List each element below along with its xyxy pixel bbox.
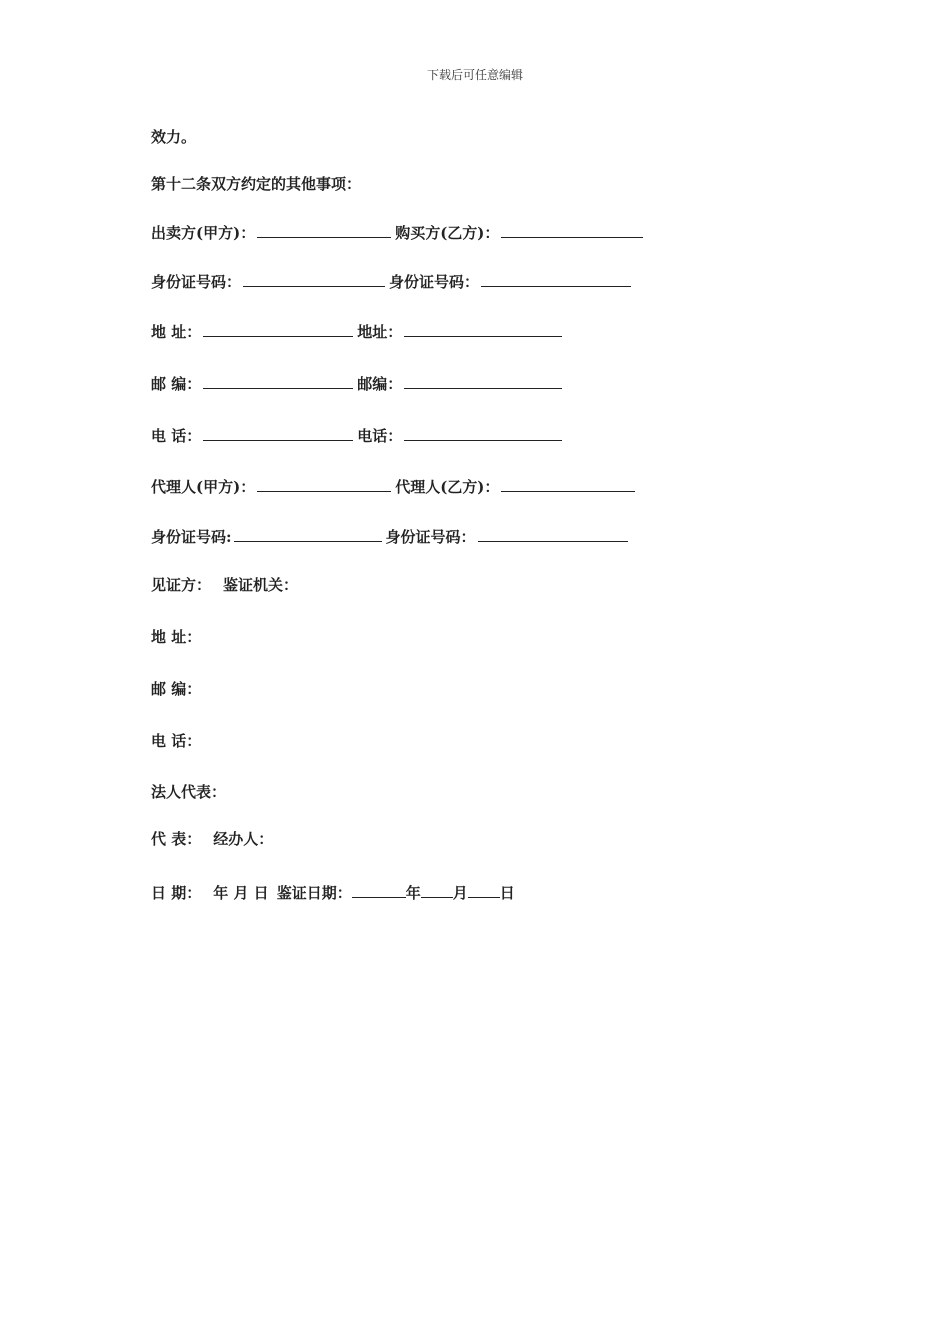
buyer-address-blank[interactable]	[404, 320, 562, 337]
legal-rep-row	[151, 782, 226, 802]
seller-address-blank[interactable]	[203, 320, 353, 337]
buyer-postcode-blank[interactable]	[404, 372, 562, 389]
agent-row	[151, 475, 639, 497]
seller-label: 出卖方(甲方)：	[151, 224, 256, 242]
buyer-agent-id-blank[interactable]	[478, 525, 628, 542]
rep-row	[151, 829, 273, 849]
seller-phone-label: 电 话：	[151, 427, 202, 445]
seller-address-label: 地 址：	[151, 323, 202, 341]
date-label: 日 期：	[151, 884, 202, 902]
witness-postcode-label: 邮 编：	[151, 680, 202, 698]
buyer-label: 购买方(乙方)：	[395, 224, 500, 242]
buyer-address-label: 地址：	[357, 323, 403, 341]
seller-agent-id-label: 身份证号码:	[151, 528, 232, 546]
buyer-agent-blank[interactable]	[501, 475, 635, 492]
buyer-phone-label: 电话：	[357, 427, 403, 445]
seller-agent-label: 代理人(甲方)：	[151, 478, 256, 496]
seller-postcode-label: 邮 编：	[151, 375, 202, 393]
seller-agent-id-blank[interactable]	[234, 525, 382, 542]
id-row-2	[151, 525, 632, 547]
notary-year-blank[interactable]	[352, 881, 406, 898]
seller-agent-blank[interactable]	[257, 475, 391, 492]
phone-row-2	[151, 731, 201, 751]
notary-month-blank[interactable]	[421, 881, 453, 898]
buyer-agent-label: 代理人(乙方)：	[395, 478, 500, 496]
witness-row	[151, 575, 298, 595]
seller-phone-blank[interactable]	[203, 424, 353, 441]
year-label: 年	[405, 884, 421, 902]
date-ymd-label: 年 月 日	[213, 884, 269, 902]
article-12-title	[151, 174, 361, 194]
rep-label: 代 表：	[151, 830, 202, 848]
witness-phone-label: 电 话：	[151, 732, 202, 750]
buyer-postcode-label: 邮编：	[357, 375, 403, 393]
effect-line	[151, 127, 196, 147]
buyer-phone-blank[interactable]	[404, 424, 562, 441]
page-header: 下载后可任意编辑	[426, 68, 523, 82]
notary-date-label: 鉴证日期：	[276, 884, 352, 902]
seller-blank[interactable]	[257, 221, 391, 238]
legal-rep-label: 法人代表：	[151, 783, 227, 801]
buyer-blank[interactable]	[501, 221, 643, 238]
address-row-2	[151, 627, 201, 647]
seller-id-label: 身份证号码：	[151, 273, 242, 291]
seller-id-blank[interactable]	[243, 270, 385, 287]
postcode-row-2	[151, 679, 201, 699]
seller-postcode-blank[interactable]	[203, 372, 353, 389]
phone-row-1	[151, 424, 566, 446]
buyer-id-label: 身份证号码：	[389, 273, 480, 291]
buyer-agent-id-label: 身份证号码：	[385, 528, 476, 546]
buyer-id-blank[interactable]	[481, 270, 631, 287]
handler-label: 经办人：	[213, 830, 274, 848]
party-row	[151, 221, 647, 243]
postcode-row-1	[151, 372, 566, 394]
notary-office-label: 鉴证机关：	[223, 576, 299, 594]
month-label: 月	[452, 884, 468, 902]
article-12-text: 第十二条双方约定的其他事项：	[151, 175, 362, 193]
witness-label: 见证方：	[151, 576, 212, 594]
address-row-1	[151, 320, 566, 342]
witness-address-label: 地 址：	[151, 628, 202, 646]
id-row-1	[151, 270, 635, 292]
effect-text: 效力。	[151, 128, 197, 146]
date-row	[151, 881, 515, 903]
notary-day-blank[interactable]	[468, 881, 500, 898]
day-label: 日	[499, 884, 515, 902]
